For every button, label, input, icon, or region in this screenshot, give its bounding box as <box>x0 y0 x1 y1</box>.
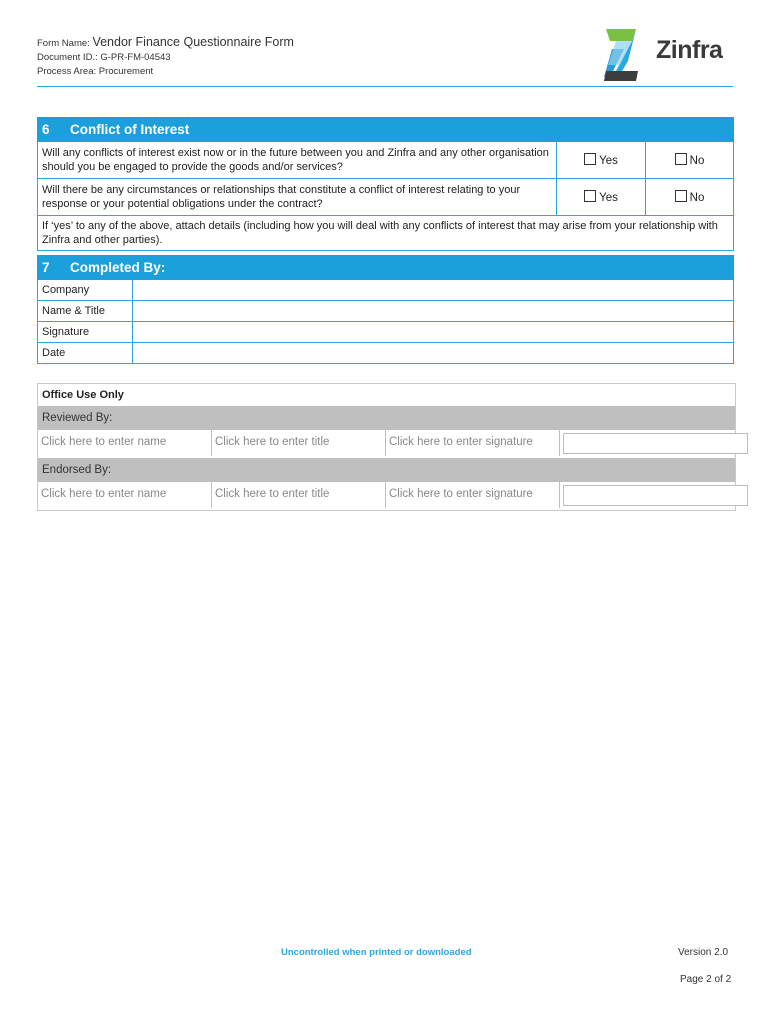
completed-by-table <box>37 255 734 364</box>
reviewed-signature-box[interactable] <box>563 433 748 454</box>
section-7-header <box>38 256 734 280</box>
no-label: No <box>689 155 705 167</box>
endorsed-signature-box[interactable] <box>563 485 748 506</box>
signature-label: Signature <box>38 322 133 343</box>
office-use-only <box>37 383 736 511</box>
name-title-label: Name & Title <box>38 301 133 322</box>
checkbox-icon[interactable] <box>675 153 687 165</box>
conflict-note: If ‘yes’ to any of the above, attach details (including how you will deal with any conflicts of interest that may arise from your relationship with Zinfra and other parties). <box>38 216 734 251</box>
office-title: Office Use Only <box>42 389 124 401</box>
q1-yes-option[interactable] <box>557 142 646 179</box>
logo-text: Zinfra <box>656 36 723 64</box>
section-title: Conflict of Interest <box>70 122 190 137</box>
checkbox-icon[interactable] <box>584 153 596 165</box>
no-label: No <box>689 192 705 204</box>
page-number: Page 2 of 2 <box>680 974 732 985</box>
uncontrolled-notice: Uncontrolled when printed or downloaded <box>281 947 472 958</box>
conflict-of-interest-table <box>37 117 734 251</box>
reviewed-signature-field[interactable]: Click here to enter signature <box>386 430 560 456</box>
section-number: 6 <box>42 122 50 137</box>
company-field[interactable] <box>133 280 734 301</box>
checkbox-icon[interactable] <box>584 190 596 202</box>
signature-field[interactable] <box>133 322 734 343</box>
version-label: Version 2.0 <box>678 947 729 958</box>
header-divider <box>37 86 733 87</box>
yes-label: Yes <box>599 192 618 204</box>
section-6-header <box>38 118 734 142</box>
date-label: Date <box>38 343 133 364</box>
reviewed-title-field[interactable]: Click here to enter title <box>212 430 386 456</box>
document-header <box>37 35 294 79</box>
endorsed-row <box>38 482 735 510</box>
q2-yes-option[interactable] <box>557 179 646 216</box>
yes-label: Yes <box>599 155 618 167</box>
document-id: Document ID.: G-PR-FM-04543 <box>37 52 171 63</box>
reviewed-by-bar: Reviewed By: <box>38 406 735 430</box>
section-number: 7 <box>42 260 50 275</box>
reviewed-name-field[interactable]: Click here to enter name <box>38 430 212 456</box>
endorsed-signature-field[interactable]: Click here to enter signature <box>386 482 560 508</box>
date-field[interactable] <box>133 343 734 364</box>
company-label: Company <box>38 280 133 301</box>
endorsed-name-field[interactable]: Click here to enter name <box>38 482 212 508</box>
checkbox-icon[interactable] <box>675 190 687 202</box>
question-2: Will there be any circumstances or relationships that constitute a conflict of interest relating to your response or your potential obligations under the contract? <box>38 179 557 216</box>
reviewed-row <box>38 430 735 458</box>
question-1: Will any conflicts of interest exist now or in the future between you and Zinfra and any other organisation should you be engaged to provide the goods and/or services? <box>38 142 557 179</box>
q2-no-option[interactable] <box>646 179 734 216</box>
q1-no-option[interactable] <box>646 142 734 179</box>
endorsed-by-bar: Endorsed By: <box>38 458 735 482</box>
endorsed-title-field[interactable]: Click here to enter title <box>212 482 386 508</box>
process-area: Process Area: Procurement <box>37 66 154 77</box>
section-title: Completed By: <box>70 260 166 275</box>
name-title-field[interactable] <box>133 301 734 322</box>
form-name: Vendor Finance Questionnaire Form <box>92 35 294 49</box>
form-name-label: Form Name: <box>37 38 90 49</box>
